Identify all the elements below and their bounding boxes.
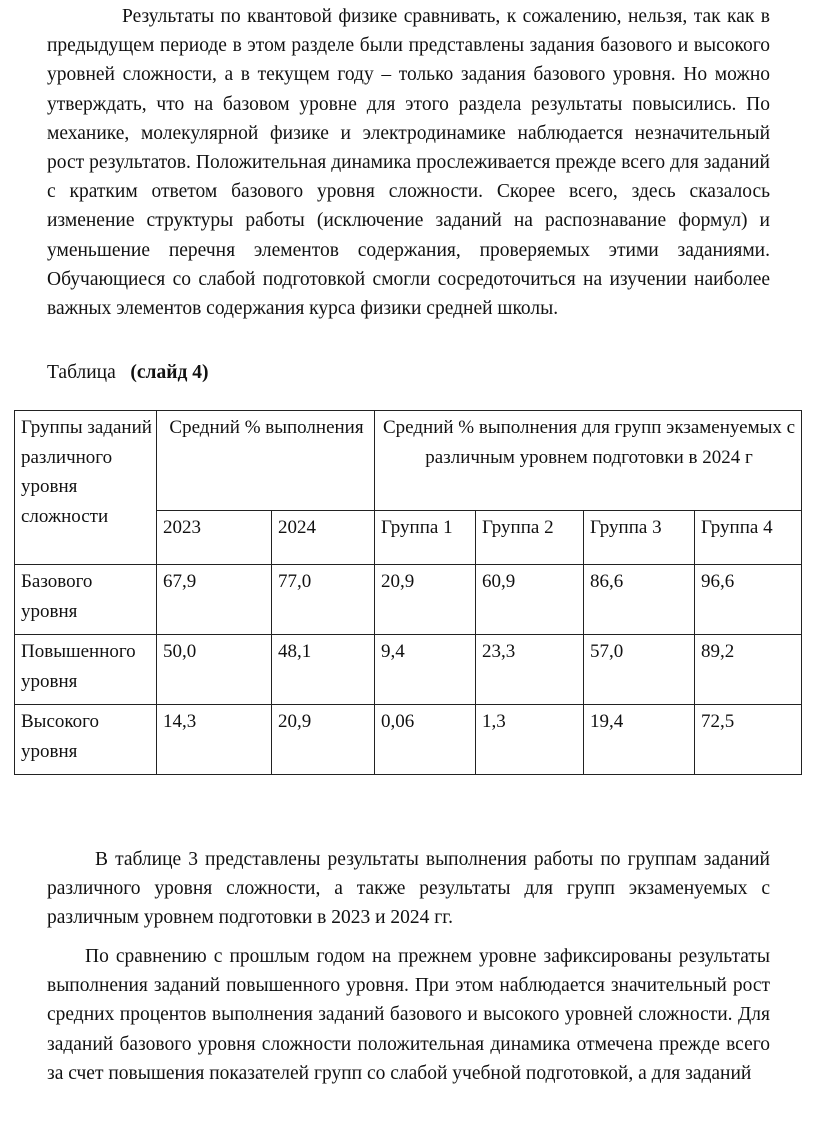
cell-group-2: 1,3 (476, 705, 584, 775)
cell-group-1: 9,4 (375, 635, 476, 705)
cell-group-1: 0,06 (375, 705, 476, 775)
table-caption (47, 358, 208, 387)
cell-2024: 48,1 (272, 635, 375, 705)
cell-2024: 77,0 (272, 565, 375, 635)
header-groups-cell: Группы заданий различного уровня сложности (15, 411, 157, 565)
cell-group-2: 23,3 (476, 635, 584, 705)
cell-2024: 20,9 (272, 705, 375, 775)
header-row (15, 411, 802, 511)
table-row (15, 705, 802, 775)
table-description-paragraph: В таблице 3 представлены результаты выполнения работы по группам заданий различного уровня сложности, а также результаты для групп экзаменуемых с различным уровнем подготовки в 2023 и 2024 гг. (47, 849, 770, 929)
group-4-header: Группа 4 (695, 511, 802, 565)
header-by-group-cell: Средний % выполнения для групп экзаменуемых с различным уровнем подготовки в 2024 г (375, 411, 802, 511)
caption-slide: (слайд 4) (130, 362, 209, 383)
results-table (14, 410, 802, 775)
group-1-header: Группа 1 (375, 511, 476, 565)
header-avg-cell: Средний % выполнения (157, 411, 375, 511)
cell-group-4: 72,5 (695, 705, 802, 775)
cell-group-1: 20,9 (375, 565, 476, 635)
row-label: Высокого уровня (15, 705, 157, 775)
cell-2023: 14,3 (157, 705, 272, 775)
year-2023-header: 2023 (157, 511, 272, 565)
year-2024-header: 2024 (272, 511, 375, 565)
table-row (15, 565, 802, 635)
comparison-paragraph: По сравнению с прошлым годом на прежнем уровне зафиксированы результаты выполнения заданий повышенного уровня. При этом наблюдается значительный рост средних процентов выполнения заданий базового и высокого уровней сложности. Для заданий базового уровня сложности положительная динамика отмечена прежде всего за счет повышения показателей групп со слабой учебной подготовкой, а для заданий (47, 946, 770, 1084)
cell-group-3: 19,4 (584, 705, 695, 775)
cell-2023: 50,0 (157, 635, 272, 705)
cell-group-2: 60,9 (476, 565, 584, 635)
cell-2023: 67,9 (157, 565, 272, 635)
row-label: Базового уровня (15, 565, 157, 635)
table-row (15, 635, 802, 705)
group-2-header: Группа 2 (476, 511, 584, 565)
cell-group-3: 57,0 (584, 635, 695, 705)
caption-label: Таблица (47, 362, 116, 383)
cell-group-4: 89,2 (695, 635, 802, 705)
group-3-header: Группа 3 (584, 511, 695, 565)
intro-paragraph: Результаты по квантовой физике сравнивать, к сожалению, нельзя, так как в предыдущем периоде в этом разделе были представлены задания базового и высокого уровней сложности, а в текущем году – только задания базового уровня. Но можно утверждать, что на базовом уровне для этого раздела результаты повысились. По механике, молекулярной физике и электродинамике наблюдается незначительный рост результатов. Положительная динамика прослеживается прежде всего для заданий с кратким ответом базового уровня сложности. Скорее всего, здесь сказалось изменение структуры работы (исключение заданий на распознавание формул) и уменьшение перечня элементов содержания, проверяемых этими заданиями. Обучающиеся со слабой подготовкой смогли сосредоточиться на изучении наиболее важных элементов содержания курса физики средней школы. (47, 6, 770, 320)
cell-group-3: 86,6 (584, 565, 695, 635)
row-label: Повышенного уровня (15, 635, 157, 705)
cell-group-4: 96,6 (695, 565, 802, 635)
